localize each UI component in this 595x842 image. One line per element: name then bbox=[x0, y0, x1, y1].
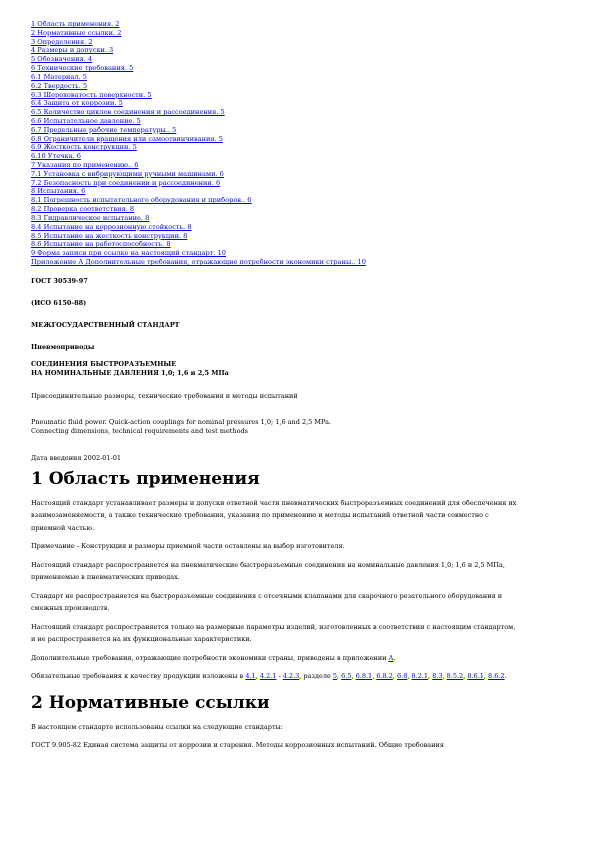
toc-link[interactable]: 9 Форма записи при ссылке на настоящий стандарт. 10 bbox=[31, 249, 227, 258]
toc-link[interactable]: 6 Технические требования. 5 bbox=[31, 64, 134, 73]
standard-title-line-1: СОЕДИНЕНИЯ БЫСТРОРАЗЪЕМНЫЕ bbox=[31, 359, 177, 368]
toc-item[interactable] bbox=[31, 38, 571, 47]
toc-item[interactable] bbox=[31, 161, 571, 170]
toc-link[interactable]: 6.7 Предельные рабочие температуры.. 5 bbox=[31, 125, 177, 134]
separator: , bbox=[428, 672, 433, 681]
separator: , bbox=[392, 672, 398, 681]
toc-link[interactable]: 6.5 Количество циклов соединения и рассоединения. 5 bbox=[31, 108, 225, 117]
toc-link[interactable]: 6.1 Материал. 5 bbox=[31, 72, 87, 81]
separator: , разделе bbox=[299, 672, 333, 681]
paragraph-text: Дополнительные требования, отражающие потребности экономики страны, приведены в приложении bbox=[31, 653, 389, 662]
toc-link[interactable]: 7.1 Установка с вибрирующими ручными машинами. 6 bbox=[31, 169, 224, 178]
english-title-line-2: Connecting dimensions, technical requirements and test methods bbox=[31, 426, 249, 435]
toc-item[interactable] bbox=[31, 64, 571, 73]
toc-item[interactable] bbox=[31, 232, 571, 241]
toc-link[interactable]: 8.1 Погрешность испытательного оборудования и приборов.. 6 bbox=[31, 196, 252, 205]
clause-link[interactable]: 8.6.2 bbox=[488, 672, 505, 681]
paragraph-line: приемной частью. bbox=[31, 523, 95, 532]
toc-item[interactable] bbox=[31, 135, 571, 144]
separator: , bbox=[407, 672, 412, 681]
toc-link[interactable]: 7 Указания по применению.. 6 bbox=[31, 161, 139, 169]
toc-link[interactable]: 4 Размеры и допуски. 3 bbox=[31, 46, 114, 55]
standard-category: Пневмоприводы bbox=[31, 342, 95, 351]
toc-link[interactable]: 6.3 Шероховатость поверхности. 5 bbox=[31, 90, 152, 99]
clause-link[interactable]: 8.6.1 bbox=[467, 672, 484, 681]
toc-item[interactable] bbox=[31, 179, 571, 188]
toc-item[interactable] bbox=[31, 46, 571, 55]
clause-link[interactable]: 8.2.1 bbox=[411, 672, 429, 681]
iso-number: (ИСО 6150-88) bbox=[31, 298, 87, 307]
clause-link[interactable]: 5 bbox=[332, 672, 338, 681]
toc-item[interactable] bbox=[31, 249, 571, 258]
separator: , bbox=[463, 672, 468, 681]
paragraph-line: Стандарт не распространяется на быстроразъемные соединения с отсечными клапанами для сварочного резательного оборудования и bbox=[31, 591, 503, 600]
introduction-date: Дата введения 2002-01-01 bbox=[31, 453, 122, 462]
separator: , bbox=[442, 672, 447, 681]
section-1-heading: 1 Область применения bbox=[31, 468, 260, 489]
note-paragraph: Примечание - Конструкция и размеры приемной части оставлены на выбор изготовителя. bbox=[31, 542, 345, 551]
toc-link[interactable]: Приложение А Дополнительные требования, отражающие потребности экономики страны.. 10 bbox=[31, 257, 366, 266]
toc-link[interactable]: 2 Нормативные ссылки. 2 bbox=[31, 28, 122, 37]
paragraph-text: Обязательные требования к качеству продукции изложены в bbox=[31, 672, 246, 681]
toc-link[interactable]: 7.2 Безопасность при соединении и рассоединении. 6 bbox=[31, 178, 221, 187]
toc-link[interactable]: 3 Определения. 2 bbox=[31, 37, 93, 46]
toc-link[interactable]: 8.2 Проверка соответствия. 8 bbox=[31, 205, 135, 214]
toc-item[interactable] bbox=[31, 108, 571, 117]
section-2-heading: 2 Нормативные ссылки bbox=[31, 692, 270, 713]
toc-link[interactable]: 6.4 Защита от коррозии. 5 bbox=[31, 99, 123, 108]
clause-link[interactable]: 8.5.2 bbox=[446, 672, 464, 681]
toc-link[interactable]: 8 Испытания. 6 bbox=[31, 187, 86, 196]
appendix-reference-paragraph bbox=[31, 652, 571, 665]
paragraph-line: и не распространяется на их функциональные характеристики. bbox=[31, 635, 252, 644]
clause-link[interactable]: 6.8.2 bbox=[376, 672, 393, 681]
toc-link[interactable]: 6.8 Ограничители вращения или самоотвинчивания. 5 bbox=[31, 134, 223, 143]
toc-item[interactable] bbox=[31, 205, 571, 214]
paragraph: В настоящем стандарте использованы ссылки на следующие стандарты: bbox=[31, 722, 283, 731]
separator: - bbox=[276, 672, 283, 681]
paragraph-line: смежных производств. bbox=[31, 604, 110, 613]
clause-link[interactable]: 4.1 bbox=[245, 672, 256, 681]
toc-link[interactable]: 1 Область применения. 2 bbox=[31, 20, 120, 28]
paragraph-line: взаимозаменяемости, а также технические требования, указания по применению и методы испытаний ответной части совместно с bbox=[31, 511, 489, 520]
english-title-line-1: Pneumatic fluid power. Quick-action couplings for nominal pressures 1,0; 1,6 and 2,5 MPa. bbox=[31, 417, 332, 426]
paragraph-line: Настоящий стандарт распространяется только на размерные параметры изделий, изготовленных в соответствии с настоящим стандартом, bbox=[31, 622, 516, 631]
standard-title-line-2: НА НОМИНАЛЬНЫЕ ДАВЛЕНИЯ 1,0; 1,6 и 2,5 МПа bbox=[31, 368, 229, 377]
toc-item[interactable] bbox=[31, 143, 571, 152]
table-of-contents bbox=[31, 20, 571, 267]
toc-link[interactable]: 5 Обозначения. 4 bbox=[31, 55, 93, 64]
toc-link[interactable]: 8.4 Испытание на коррозионную стойкость. 8 bbox=[31, 222, 192, 231]
toc-item[interactable] bbox=[31, 170, 571, 179]
toc-item[interactable] bbox=[31, 20, 571, 29]
toc-link[interactable]: 6.6 Испытательное давление. 5 bbox=[31, 116, 141, 125]
clause-link[interactable]: 4.2.3 bbox=[282, 672, 300, 681]
separator: , bbox=[483, 672, 489, 681]
paragraph-line: Настоящий стандарт устанавливает размеры и допуски ответной части пневматических быстроразъемных соединений для обеспечения их bbox=[31, 498, 517, 507]
document-page bbox=[31, 20, 571, 752]
toc-item[interactable] bbox=[31, 187, 571, 196]
clause-link[interactable]: 6.8.1 bbox=[355, 672, 373, 681]
separator: , bbox=[372, 672, 377, 681]
toc-link[interactable]: 6.10 Утечка. 6 bbox=[31, 152, 81, 161]
reference-entry: ГОСТ 9.905-82 Единая система защиты от коррозии и старения. Методы коррозионных испытаний. Общие требования bbox=[31, 741, 444, 750]
separator: , bbox=[255, 672, 260, 681]
toc-link[interactable]: 6.9 Жесткость конструкции. 5 bbox=[31, 143, 137, 152]
toc-item[interactable] bbox=[31, 82, 571, 91]
clause-link[interactable]: 6.5 bbox=[341, 672, 352, 681]
standard-subtitle: Присоединительные размеры, технические требования и методы испытаний bbox=[31, 391, 298, 400]
clause-link[interactable]: 6.8 bbox=[397, 672, 408, 681]
toc-link[interactable]: 6.2 Твердость. 5 bbox=[31, 81, 88, 90]
paragraph-line: Настоящий стандарт распространяется на пневматические быстроразъемные соединения на номинальные давления 1,0; 1,6 и 2,5 МПа, bbox=[31, 560, 505, 569]
paragraph-text: . bbox=[393, 653, 396, 662]
toc-item[interactable] bbox=[31, 91, 571, 100]
toc-item[interactable] bbox=[31, 240, 571, 249]
toc-link[interactable]: 8.3 Гидравлическое испытание. 8 bbox=[31, 213, 150, 222]
toc-item[interactable] bbox=[31, 223, 571, 232]
separator: , bbox=[351, 672, 356, 681]
toc-link[interactable]: 8.6 Испытание на работоспособность. 8 bbox=[31, 240, 171, 249]
toc-item[interactable] bbox=[31, 214, 571, 223]
separator: , bbox=[337, 672, 342, 681]
toc-item[interactable] bbox=[31, 55, 571, 64]
separator: . bbox=[504, 672, 507, 681]
gost-number: ГОСТ 30539-97 bbox=[31, 276, 88, 285]
toc-item[interactable] bbox=[31, 152, 571, 161]
interstate-standard-label: МЕЖГОСУДАРСТВЕННЫЙ СТАНДАРТ bbox=[31, 320, 180, 329]
toc-link[interactable]: 8.5 Испытание на жесткость конструкции. 8 bbox=[31, 231, 188, 240]
toc-item[interactable] bbox=[31, 196, 571, 205]
toc-item[interactable] bbox=[31, 73, 571, 82]
clause-link[interactable]: 8.3 bbox=[432, 672, 443, 681]
toc-item[interactable] bbox=[31, 117, 571, 126]
toc-item[interactable] bbox=[31, 29, 571, 38]
toc-item[interactable] bbox=[31, 126, 571, 135]
appendix-a-link[interactable]: А bbox=[388, 653, 394, 662]
toc-item[interactable] bbox=[31, 258, 571, 267]
toc-item[interactable] bbox=[31, 99, 571, 108]
paragraph-line: применяемые в пневматических приводах. bbox=[31, 573, 180, 582]
clause-link[interactable]: 4.2.1 bbox=[259, 672, 277, 681]
mandatory-requirements-paragraph bbox=[31, 670, 571, 683]
